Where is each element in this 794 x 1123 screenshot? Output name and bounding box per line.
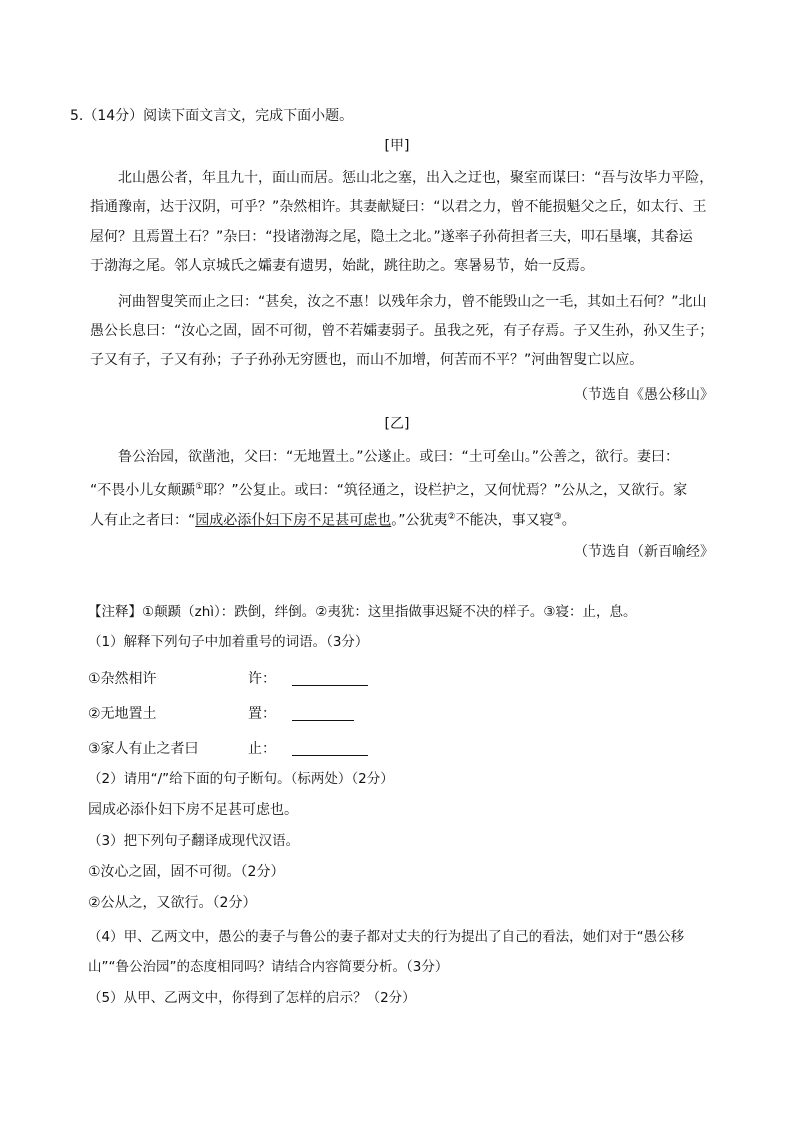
q1-item-1-blank[interactable] [292,671,368,686]
passage-yi-label: [乙] [384,416,410,432]
jia-p1-line3: 屋何？且焉置土石？”杂曰：“投诸渤海之尾，隐土之北。”遂率子孙荷担者三夫，叩石垦壤，其畚运 [90,229,693,245]
yi-line2-part2: 耶？”公复止。或曰：“筑径通之，设栏护之，又何忧焉？”公从之，又欲行。家 [203,482,688,499]
q1-item-1-key: 许： [248,671,276,687]
passage-jia-label: [甲] [384,138,410,154]
q1-item-3-key: 止： [248,741,276,757]
jia-source: （节选自《愚公移山》 [574,387,714,403]
q1-item-3-answer [248,738,368,758]
yi-line3 [90,507,576,531]
jia-p1-line1: 北山愚公者，年且九十，面山而居。惩山北之塞，出入之迂也，聚室而谋曰：“吾与汝毕力平险， [118,170,714,186]
q1-item-2-blank[interactable] [292,706,354,721]
q4-line1: （4）甲、乙两文中，愚公的妻子与鲁公的妻子都对丈夫的行为提出了自己的看法，她们对于“愚公移 [88,929,685,945]
q1-title: （1）解释下列句子中加着重号的词语。（3分） [88,634,369,650]
jia-p2-line2: 愚公长息曰：“汝心之固，固不可彻，曾不若孀妻弱子。虽我之死，有子存焉。子又生孙，孙又生子； [90,323,714,339]
yi-line3-part4: 。 [561,512,576,529]
yi-line2-part1: “不畏小儿女颠踬 [90,482,196,499]
q1-item-3-text: ③家人有止之者曰 [88,741,199,757]
q1-item-2-key: 置： [248,706,276,722]
question-header: 5.（14分）阅读下面文言文，完成下面小题。 [70,108,354,124]
q1-item-1 [88,668,157,688]
jia-p1-line4: 于渤海之尾。邻人京城氏之孀妻有遗男，始龀，跳往助之。寒暑易节，始一反焉。 [90,258,594,274]
yi-line2 [90,477,687,501]
q1-item-2-answer [248,703,354,723]
q2-sentence: 园成必添仆妇下房不足甚可虑也。 [88,802,298,818]
q1-item-1-answer [248,668,368,688]
q4-line2: 山”“鲁公治园”的态度相同吗？请结合内容简要分析。（3分） [88,959,449,975]
q3-sentence-1: ①汝心之固，固不可彻。（2分） [88,864,285,880]
underlined-sentence: 园成必添仆妇下房不足甚可虑也 [195,512,392,529]
q1-item-2 [88,703,157,723]
yi-line3-part2: 。”公犹夷 [391,512,448,529]
q5: （5）从甲、乙两文中，你得到了怎样的启示？（2分） [88,990,416,1006]
q2-title: （2）请用“/”给下面的句子断句。（标两处）（2分） [88,771,394,787]
note-marker-3: ③ [553,512,562,522]
q1-item-3-blank[interactable] [292,741,368,756]
notes: 【注释】①颠踬（zhì）：跌倒，绊倒。②夷犹：这里指做事迟疑不决的样子。③寝：止，息。 [88,604,637,620]
yi-line3-part3: 不能决，事又寝 [455,512,554,529]
q1-item-3 [88,738,199,758]
note-marker-2: ② [447,512,456,522]
yi-line3-part1: 人有止之者曰：“ [90,512,196,529]
jia-p1-line2: 指通豫南，达于汉阴，可乎？”杂然相许。其妻献疑曰：“以君之力，曾不能损魁父之丘，如太行、王 [90,199,707,215]
jia-p2-line3: 子又有子，子又有孙；子子孙孙无穷匮也，而山不加增，何苦而不平？”河曲智叟亡以应。 [90,352,644,368]
q1-item-2-text: ②无地置土 [88,706,157,722]
yi-line1: 鲁公治园，欲凿池，父曰：“无地置土。”公遂止。或曰：“土可垒山。”公善之，欲行。妻曰： [118,449,680,465]
yi-source: （节选自（新百喻经》 [574,544,714,560]
jia-p2-line1: 河曲智叟笑而止之曰：“甚矣，汝之不惠！以残年余力，曾不能毁山之一毛，其如土石何？”北山 [118,294,707,310]
note-marker-1: ① [195,482,204,492]
q3-title: （3）把下列句子翻译成现代汉语。 [88,833,300,849]
q1-item-1-text: ①杂然相许 [88,671,157,687]
q3-sentence-2: ②公从之，又欲行。（2分） [88,895,257,911]
